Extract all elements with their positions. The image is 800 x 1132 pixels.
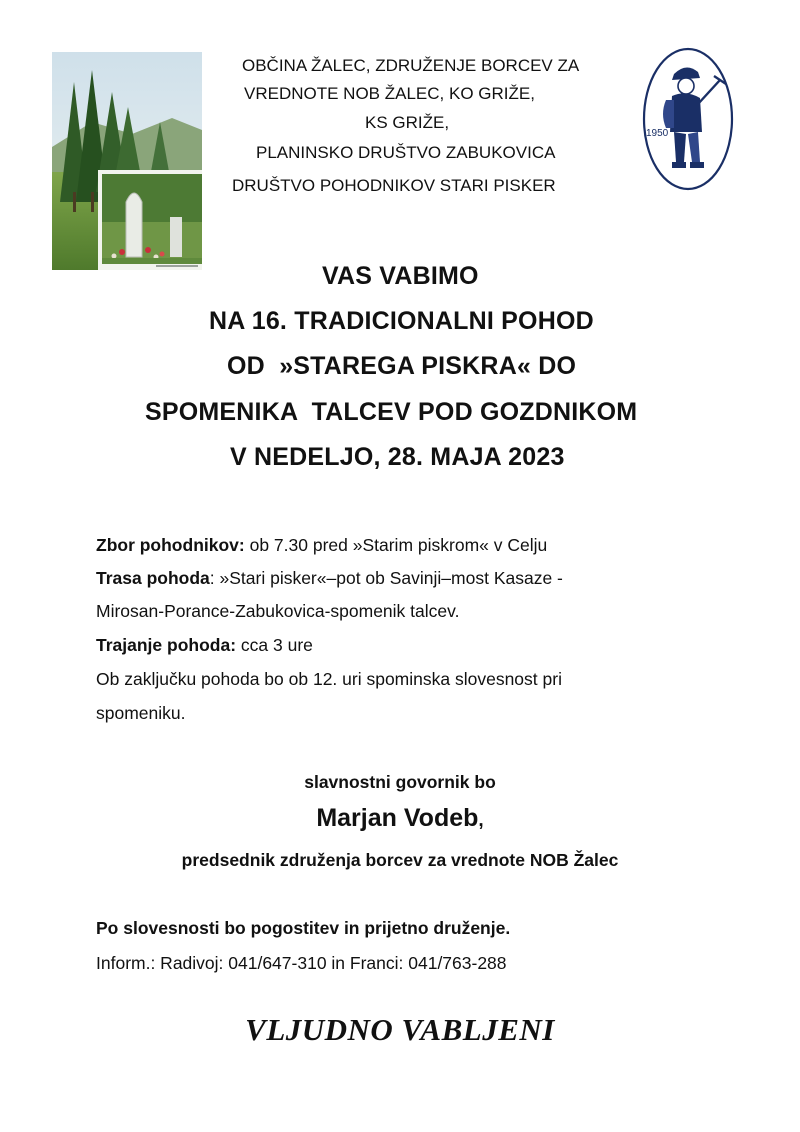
contact-line: Inform.: Radivoj: 041/647-310 in Franci: 041/763-288 <box>96 953 507 973</box>
hiker-logo <box>638 44 738 194</box>
org-line-4: PLANINSKO DRUŠTVO ZABUKOVICA <box>256 143 556 162</box>
closing-greeting: VLJUDNO VABLJENI <box>245 1012 555 1047</box>
route-value-1: : »Stari pisker«–pot ob Savinji–most Kasaze - <box>209 568 563 588</box>
gathering-line <box>96 535 547 556</box>
headline-line-3: OD »STAREGA PISKRA« DO <box>227 352 577 380</box>
monument-photo <box>52 52 202 270</box>
org-line-1: OBČINA ŽALEC, ZDRUŽENJE BORCEV ZA <box>242 56 580 75</box>
duration-line <box>96 635 313 656</box>
route-line-1 <box>96 568 563 589</box>
speaker-name: Marjan Vodeb <box>316 804 479 832</box>
headline-line-1: VAS VABIMO <box>322 262 479 290</box>
route-label: Trasa pohoda <box>96 568 210 588</box>
gathering-label: Zbor pohodnikov: <box>96 535 245 555</box>
route-line-2: Mirosan-Porance-Zabukovica-spomenik talcev. <box>96 601 460 621</box>
gathering-value: ob 7.30 pred »Starim piskrom« v Celju <box>244 535 548 555</box>
headline-line-4: SPOMENIKA TALCEV POD GOZDNIKOM <box>145 398 638 426</box>
headline-line-5: V NEDELJO, 28. MAJA 2023 <box>230 443 565 471</box>
headline-line-2: NA 16. TRADICIONALNI POHOD <box>209 307 594 335</box>
logo-year: 1950 <box>646 128 669 139</box>
social-line: Po slovesnosti bo pogostitev in prijetno druženje. <box>96 918 511 938</box>
speaker-comma: , <box>478 810 484 831</box>
org-line-5: DRUŠTVO POHODNIKOV STARI PISKER <box>232 176 556 195</box>
ceremony-line-2: spomeniku. <box>96 703 186 723</box>
speaker-title: predsednik združenja borcev za vrednote NOB Žalec <box>181 850 619 870</box>
org-line-2: VREDNOTE NOB ŽALEC, KO GRIŽE, <box>244 84 535 103</box>
ceremony-line-1: Ob zaključku pohoda bo ob 12. uri spominska slovesnost pri <box>96 669 562 689</box>
org-line-3: KS GRIŽE, <box>365 113 450 132</box>
speaker-name-line <box>0 804 800 833</box>
duration-label: Trajanje pohoda: <box>96 635 237 655</box>
speaker-intro: slavnostni govornik bo <box>304 772 496 792</box>
duration-value: cca 3 ure <box>236 635 313 655</box>
